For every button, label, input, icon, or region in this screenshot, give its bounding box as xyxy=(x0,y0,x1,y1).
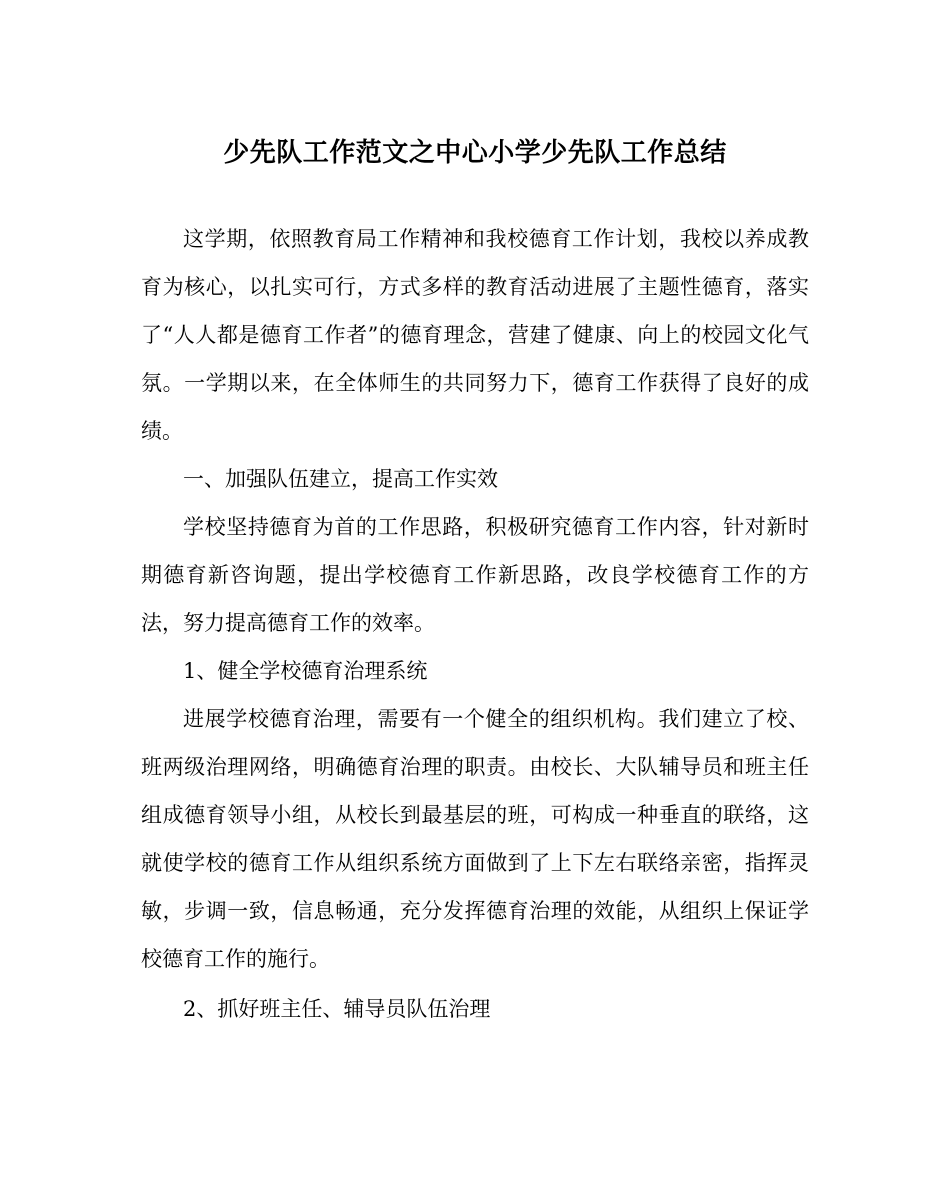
intro-paragraph: 这学期，依照教育局工作精神和我校德育工作计划，我校以养成教育为核心，以扎实可行，方式多样的教育活动进展了主题性德育，落实了“人人都是德育工作者”的德育理念，营建了健康、向上的校园文化气氛。一学期以来，在全体师生的共同努力下，德育工作获得了良好的成绩。 xyxy=(141,227,809,443)
section-heading-1: 一、加强队伍建立，提高工作实效 xyxy=(183,467,498,491)
document-body xyxy=(141,215,809,1033)
section-1-paragraph: 学校坚持德育为首的工作思路，积极研究德育工作内容，针对新时期德育新咨询题，提出学校德育工作新思路，改良学校德育工作的方法，努力提高德育工作的效率。 xyxy=(141,515,809,635)
subsection-1-paragraph: 进展学校德育治理，需要有一个健全的组织机构。我们建立了校、班两级治理网络，明确德育治理的职责。由校长、大队辅导员和班主任组成德育领导小组，从校长到最基层的班，可构成一种垂直的联络，这就使学校的德育工作从组织系统方面做到了上下左右联络亲密，指挥灵敏，步调一致，信息畅通，充分发挥德育治理的效能，从组织上保证学校德育工作的施行。 xyxy=(141,707,809,971)
subsection-heading-2: 2、抓好班主任、辅导员队伍治理 xyxy=(183,997,491,1021)
document-title: 少先队工作范文之中心小学少先队工作总结 xyxy=(223,138,727,168)
subsection-heading-1: 1、健全学校德育治理系统 xyxy=(183,659,428,683)
